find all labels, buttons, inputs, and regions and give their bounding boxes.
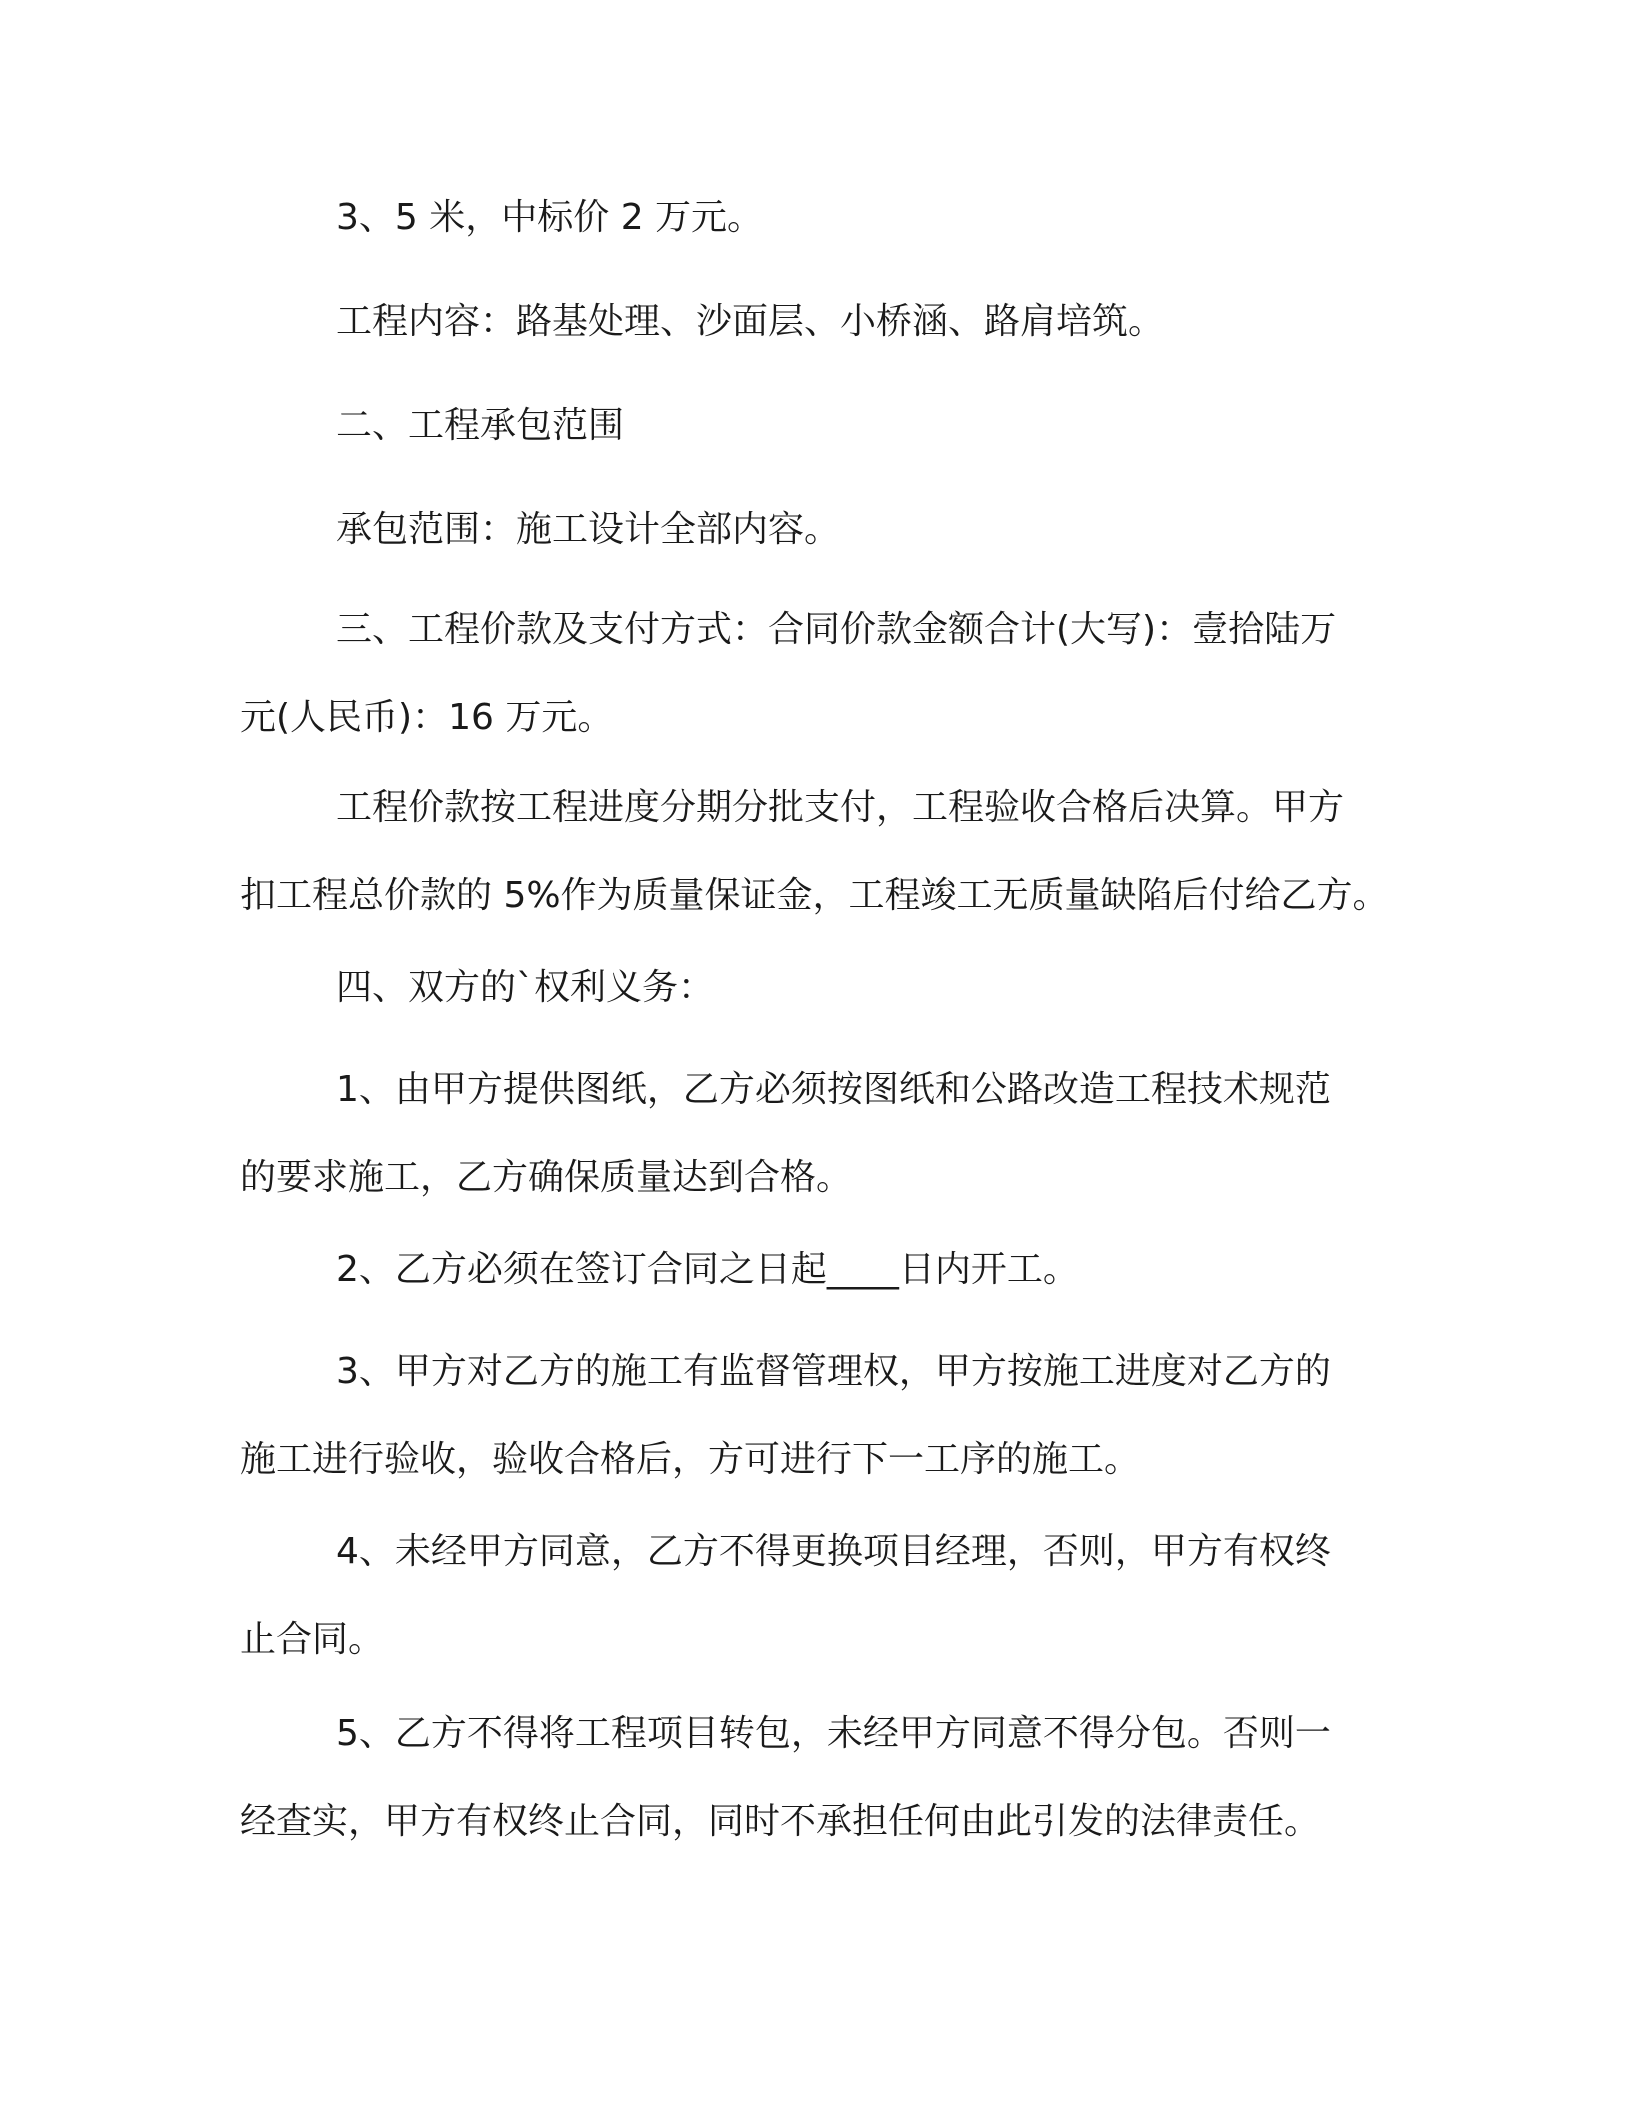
paragraph-line: 四、双方的`权利义务： [336, 967, 715, 1008]
paragraph-line: 3、5 米，中标价 2 万元。 [336, 197, 764, 238]
paragraph-line: 经查实，甲方有权终止合同，同时不承担任何由此引发的法律责任。 [240, 1801, 1321, 1842]
paragraph-line: 承包范围：施工设计全部内容。 [336, 509, 841, 550]
paragraph-clause-5 [240, 1690, 1400, 1866]
paragraph-scope [240, 486, 1400, 574]
paragraph-line: 施工进行验收，验收合格后，方可进行下一工序的施工。 [240, 1439, 1141, 1480]
paragraph-line: 5、乙方不得将工程项目转包，未经甲方同意不得分包。否则一 [336, 1713, 1331, 1754]
paragraph-line: 元(人民币)：16 万元。 [240, 697, 614, 738]
paragraph-clause-2 [240, 1226, 1400, 1314]
paragraph-clause-4 [240, 1508, 1400, 1684]
paragraph-price-payment [240, 586, 1400, 762]
paragraph-clause-1 [240, 1046, 1400, 1222]
paragraph-line: 三、工程价款及支付方式：合同价款金额合计(大写)：壹拾陆万 [336, 609, 1337, 650]
paragraph-line: 工程价款按工程进度分期分批支付，工程验收合格后决算。甲方 [336, 787, 1345, 828]
section-heading-scope [240, 382, 1400, 470]
paragraph-bid-price [240, 174, 1400, 262]
paragraph-line: 1、由甲方提供图纸，乙方必须按图纸和公路改造工程技术规范 [336, 1069, 1331, 1110]
paragraph-payment-terms [240, 764, 1400, 940]
paragraph-line: 的要求施工，乙方确保质量达到合格。 [240, 1157, 853, 1198]
paragraph-line: 扣工程总价款的 5%作为质量保证金，工程竣工无质量缺陷后付给乙方。 [240, 875, 1389, 916]
paragraph-clause-3 [240, 1328, 1400, 1504]
section-heading-rights [240, 944, 1400, 1032]
paragraph-line: 4、未经甲方同意，乙方不得更换项目经理，否则，甲方有权终 [336, 1531, 1331, 1572]
paragraph-line: 2、乙方必须在签订合同之日起____日内开工。 [336, 1249, 1079, 1290]
paragraph-line: 二、工程承包范围 [336, 405, 625, 446]
paragraph-project-content [240, 278, 1400, 366]
paragraph-line: 3、甲方对乙方的施工有监督管理权，甲方按施工进度对乙方的 [336, 1351, 1331, 1392]
paragraph-line: 工程内容：路基处理、沙面层、小桥涵、路肩培筑。 [336, 301, 1165, 342]
paragraph-line: 止合同。 [240, 1619, 385, 1660]
